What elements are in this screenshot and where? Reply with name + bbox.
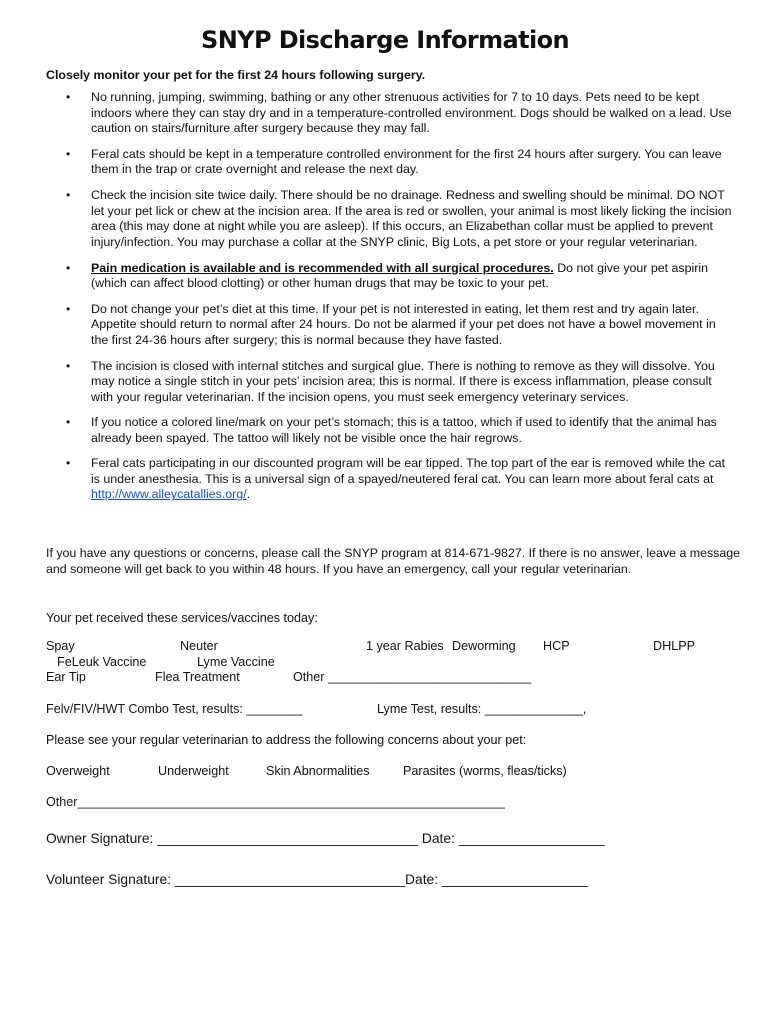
service-rabies: 1 year Rabies <box>366 639 444 653</box>
list-item: • No running, jumping, swimming, bathing or any other strenuous activities for 7 to 10 days. Pets need to be kept indoors where they can stay dry and in a temperature-controlled environment. Dogs should be walked on a lead. Use caution on stairs/furniture after surgery because they may fall. <box>66 90 732 135</box>
concern-overweight: Overweight <box>46 764 110 778</box>
service-hcp: HCP <box>543 639 570 653</box>
bullet-icon: • <box>66 146 71 161</box>
bullet-icon: • <box>66 358 71 373</box>
service-feleuk: FeLeuk Vaccine <box>57 655 147 669</box>
concern-skin: Skin Abnormalities <box>266 764 370 778</box>
combo-test-field[interactable]: Felv/FIV/HWT Combo Test, results: ________ <box>46 702 303 716</box>
instructions-list <box>46 90 736 513</box>
concern-underweight: Underweight <box>158 764 229 778</box>
list-item: • Check the incision site twice daily. There should be no drainage. Redness and swelling should be minimal. DO NOT let your pet lick or chew at the incision area. If the area is red or swollen, your animal is most likely licking the incision area (this may done at night while you are asleep). If this occurs, an Elizabethan collar must be applied to prevent injury/infection. You may purchase a collar at the SNYP clinic, Big Lots, a pet store or your regular veterinarian. <box>66 188 732 249</box>
alleycat-allies-link[interactable]: http://www.alleycatallies.org/ <box>91 487 247 502</box>
list-item: • If you notice a colored line/mark on your pet’s stomach; this is a tattoo, which if used to identify that the animal has already been spayed. The tattoo will likely not be visible once the hair regrows. <box>66 415 717 445</box>
bullet-icon: • <box>66 415 71 430</box>
service-ear-tip: Ear Tip <box>46 670 86 684</box>
service-lyme-vaccine: Lyme Vaccine <box>197 655 275 669</box>
bullet-icon: • <box>66 301 71 316</box>
list-item: • Feral cats should be kept in a temperature controlled environment for the first 24 hours after surgery. You can leave them in the trap or crate overnight and release the next day. <box>66 146 722 177</box>
intro-text: Closely monitor your pet for the first 24 hours following surgery. <box>46 68 426 82</box>
bullet-icon: • <box>66 90 71 104</box>
service-dhlpp: DHLPP <box>653 639 695 653</box>
services-heading: Your pet received these services/vaccines today: <box>46 611 318 625</box>
owner-signature-field[interactable]: Owner Signature: __________________________________ Date: ___________________ <box>46 831 605 846</box>
page-title: SNYP Discharge Information <box>201 26 569 54</box>
service-deworming: Deworming <box>452 639 516 653</box>
concerns-heading: Please see your regular veterinarian to address the following concerns about your pet: <box>46 733 527 747</box>
concern-parasites: Parasites (worms, fleas/ticks) <box>403 764 567 778</box>
service-flea-treatment: Flea Treatment <box>155 670 240 684</box>
contact-paragraph: If you have any questions or concerns, please call the SNYP program at 814-671-9827. If there is no answer, leave a message and someone will get back to you within 48 hours. If you have an emergency, call your regular veterinarian. <box>46 546 741 576</box>
other-concern-field[interactable]: Other_____________________________________________________________ <box>46 795 505 809</box>
bullet-icon: • <box>66 188 71 203</box>
lyme-test-field[interactable]: Lyme Test, results: ______________, <box>377 702 587 716</box>
list-item: • Pain medication is available and is recommended with all surgical procedures. Do not give your pet aspirin (which can affect blood clotting) or other human drugs that may be toxic to your pet. <box>66 260 709 291</box>
bullet-icon: • <box>66 260 71 275</box>
list-item: • The incision is closed with internal stitches and surgical glue. There is nothing to remove as they will dissolve. You may notice a single stitch in your pets’ incision area; this is normal. If there is excess inflammation, please consult with your regular veterinarian. If the incision opens, you must seek emergency veterinary services. <box>66 358 715 404</box>
bullet-icon: • <box>66 456 71 471</box>
service-neuter: Neuter <box>180 639 218 653</box>
service-other-field[interactable]: Other _____________________________ <box>293 670 532 684</box>
list-item: • Feral cats participating in our discounted program will be ear tipped. The top part of the ear is removed while the cat is under anesthesia. This is a universal sign of a spayed/neutered feral cat. You can learn more about feral cats at http://www.alleycatallies.org/. <box>66 456 726 502</box>
service-spay: Spay <box>46 639 75 653</box>
list-item: • Do not change your pet’s diet at this time. If your pet is not interested in eating, let them rest and try again later. Appetite should return to normal after 24 hours. Do not be alarmed if your pet does not have a bowel movement in the first 24-36 hours after surgery; this is normal because they have fasted. <box>66 301 716 347</box>
pain-medication-note: Pain medication is available and is recommended with all surgical procedures. <box>91 260 554 275</box>
volunteer-signature-field[interactable]: Volunteer Signature: ______________________________Date: ___________________ <box>46 872 588 887</box>
